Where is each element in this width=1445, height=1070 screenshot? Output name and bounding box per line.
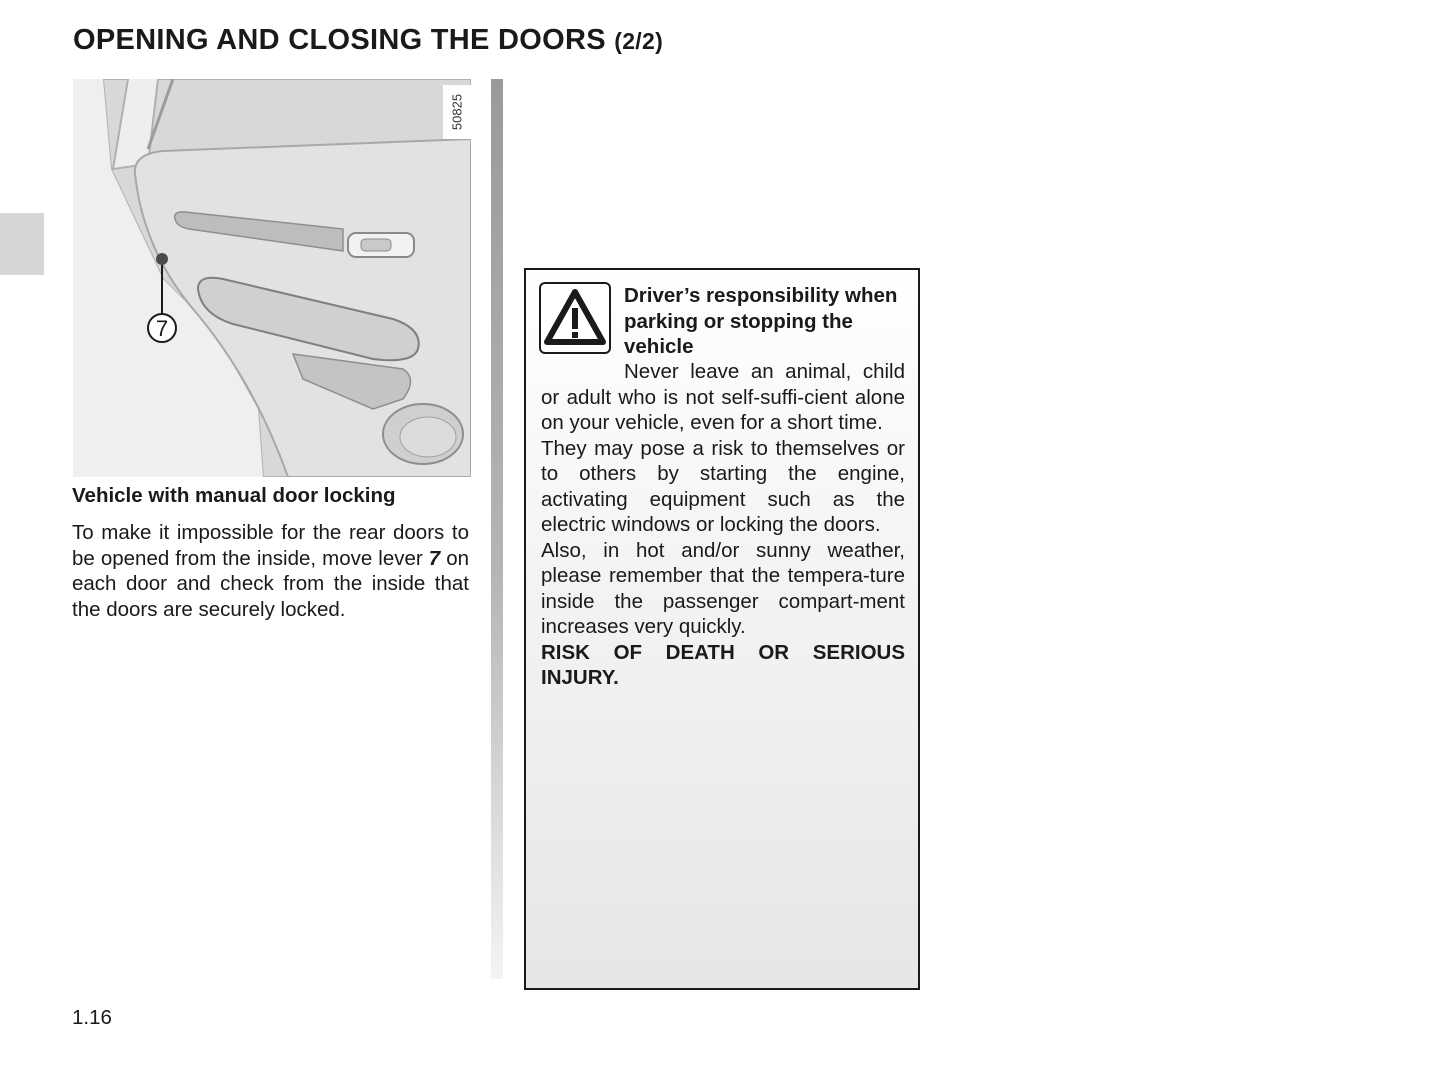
figure-code-text: 50825	[449, 93, 465, 131]
callout-label: 7	[155, 316, 169, 341]
section-tab-marker	[0, 213, 44, 275]
section-body	[72, 520, 469, 622]
warning-paragraph-2: They may pose a risk to themselves or to others by starting the engine, activating equipment such as the electric windows or locking the doors.	[541, 436, 905, 536]
page-title-text: OPENING AND CLOSING THE DOORS	[73, 24, 606, 56]
warning-triangle-icon	[539, 282, 611, 354]
warning-paragraph-3: Also, in hot and/or sunny weather, please remember that the tempera-ture inside the passenger compart-ment increases very quickly.	[541, 538, 905, 638]
page-title	[73, 24, 663, 57]
body-text-after: on each door and check from the inside that the doors are securely locked.	[72, 546, 469, 621]
figure-code	[443, 85, 471, 139]
page-title-part: (2/2)	[614, 28, 664, 54]
column-divider	[491, 79, 503, 979]
warning-title: Driver’s responsibility when parking or stopping the vehicle	[624, 284, 898, 358]
warning-risk: RISK OF DEATH OR SERIOUS INJURY.	[541, 640, 905, 689]
warning-body	[541, 359, 905, 691]
warning-paragraph-1: Never leave an animal, child or adult who is not self-suffi-cient alone on your vehicle, even for a short time.	[541, 360, 905, 434]
body-text-before: To make it impossible for the rear doors to be opened from the inside, move lever	[72, 521, 469, 570]
page-number: 1.16	[72, 1006, 112, 1029]
lever-reference: 7	[428, 546, 441, 570]
door-illustration	[73, 79, 471, 477]
section-heading: Vehicle with manual door locking	[72, 484, 396, 507]
warning-box	[524, 268, 920, 990]
